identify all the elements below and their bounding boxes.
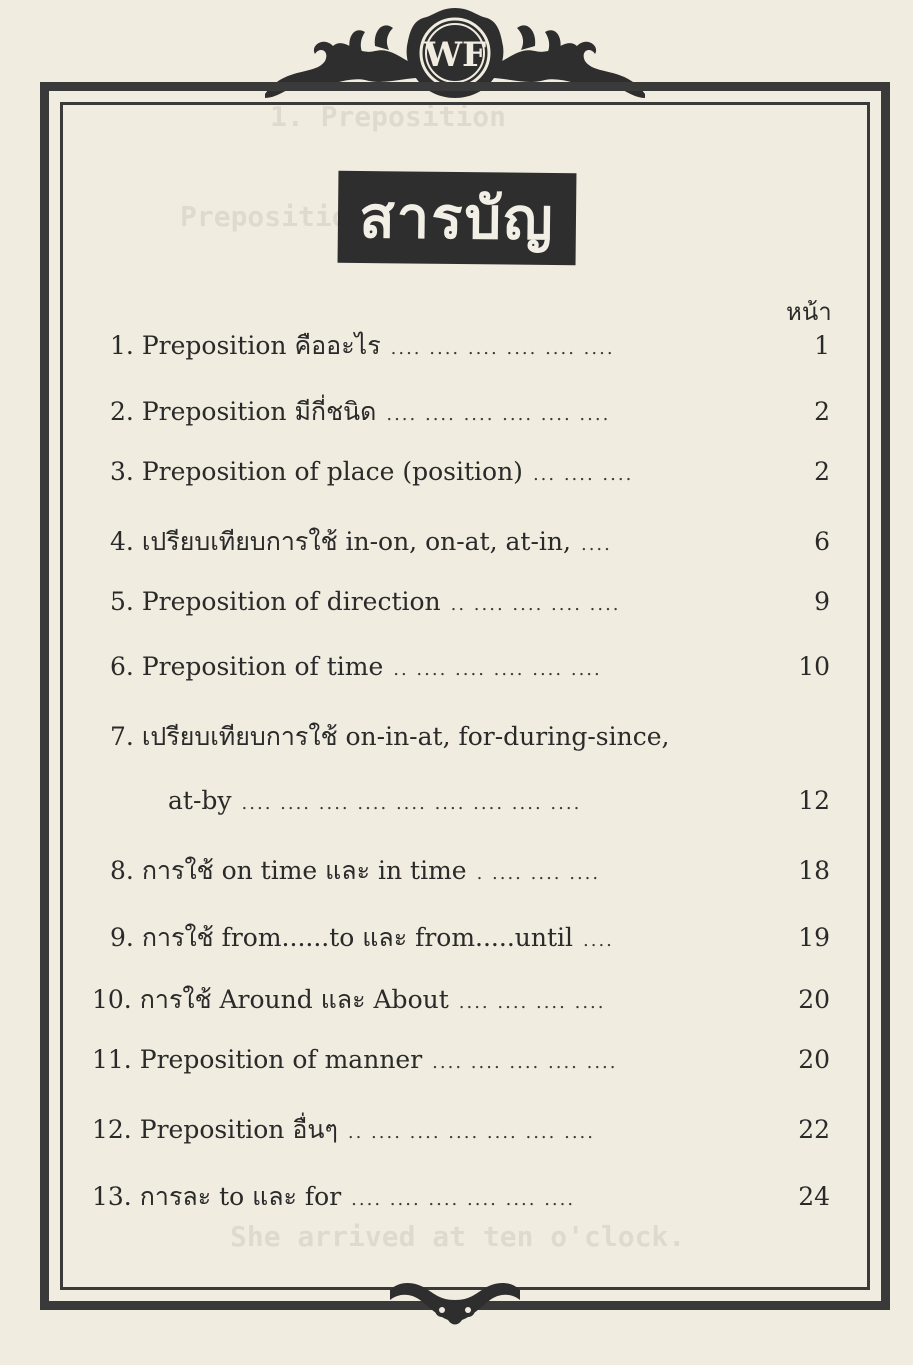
toc-entry[interactable]: 3. Preposition of place (position) ... .... .... 2	[110, 457, 830, 486]
toc-entry[interactable]: 6. Preposition of time .. .... .... .... .... .... 10	[110, 652, 830, 681]
toc-entry[interactable]: 9. การใช้ from......to และ from.....until .... 19	[110, 923, 830, 952]
logo-text: WF	[423, 35, 487, 75]
toc-entry[interactable]: 1. Preposition คืออะไร .... .... .... .... .... .... 1	[110, 331, 830, 360]
toc-entry[interactable]: 8. การใช้ on time และ in time . .... .... .... 18	[110, 856, 830, 885]
toc-entry[interactable]: 7. เปรียบเทียบการใช้ on-in-at, for-during-since,	[110, 722, 670, 751]
toc-entry[interactable]: 4. เปรียบเทียบการใช้ in-on, on-at, at-in, .... 6	[110, 527, 830, 556]
page-column-label: หน้า	[786, 298, 832, 326]
toc-entry[interactable]: 2. Preposition มีกี่ชนิด .... .... .... .... .... .... 2	[110, 397, 830, 426]
page-title-box	[338, 171, 577, 265]
toc-entry[interactable]: 10. การใช้ Around และ About .... .... .... .... 20	[92, 985, 830, 1014]
toc-entry[interactable]: 12. Preposition อื่นๆ .. .... .... .... .... .... .... 22	[92, 1115, 830, 1144]
bottom-ornament-icon	[380, 1270, 530, 1330]
toc-entry-continuation[interactable]: at-by .... .... .... .... .... .... .... .... .... 12	[168, 786, 830, 815]
toc-entry[interactable]: 5. Preposition of direction .. .... .... .... .... 9	[110, 587, 830, 616]
toc-entry[interactable]: 13. การละ to และ for .... .... .... .... .... .... 24	[92, 1182, 830, 1211]
bleed-through-background: 1. Preposition Preposition She arrived at ten o'clock.	[180, 100, 686, 1253]
toc-entry[interactable]: 11. Preposition of manner .... .... .... .... .... 20	[92, 1045, 830, 1074]
page-title: สารบัญ	[358, 182, 556, 254]
